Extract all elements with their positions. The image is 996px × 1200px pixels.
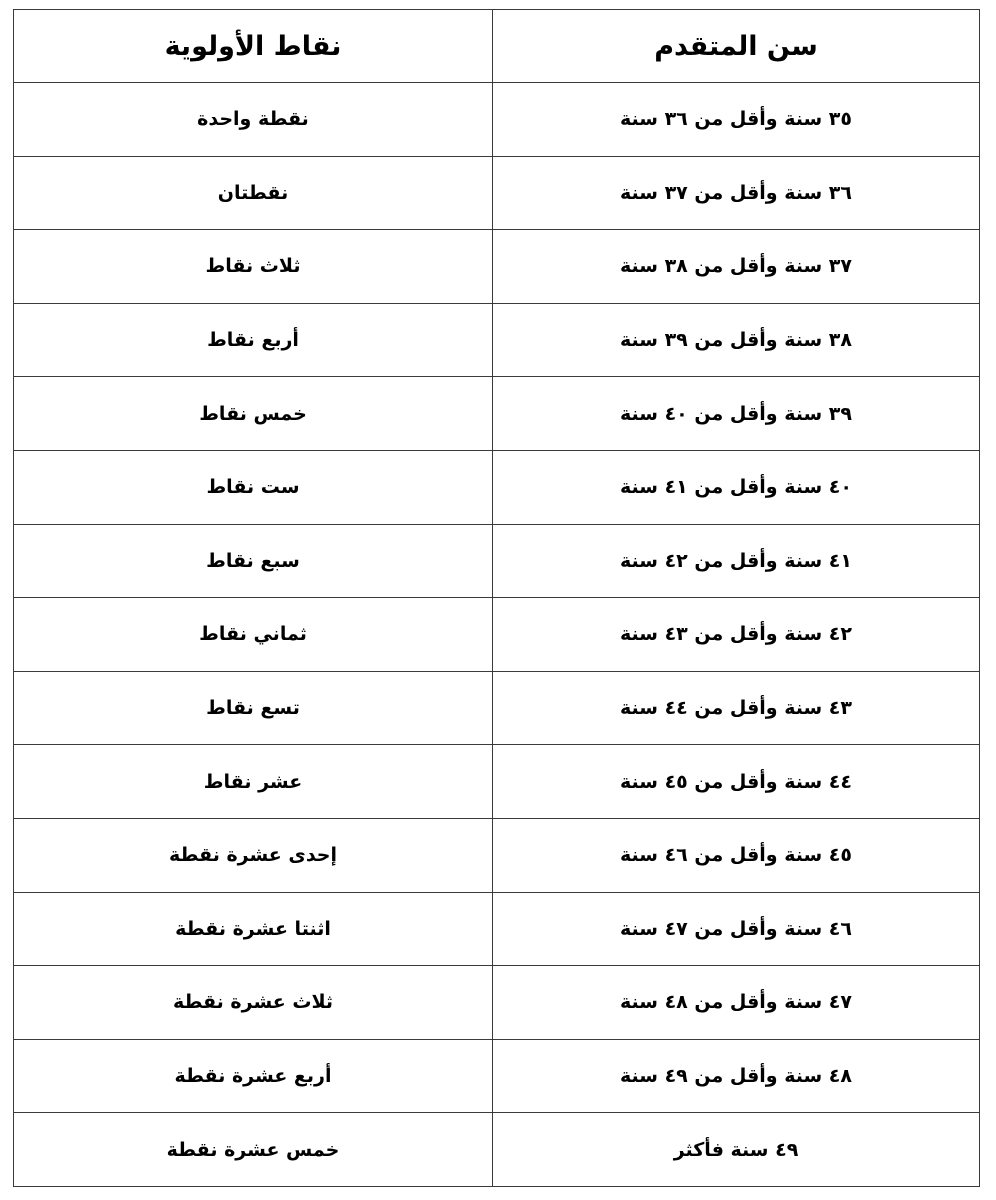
- points-cell: نقطة واحدة: [14, 83, 493, 157]
- age-cell: ٣٦ سنة وأقل من ٣٧ سنة: [493, 156, 980, 230]
- header-applicant-age: سن المتقدم: [493, 10, 980, 83]
- points-cell: نقطتان: [14, 156, 493, 230]
- table-row: [14, 966, 980, 1040]
- age-cell: ٤٩ سنة فأكثر: [493, 1113, 980, 1187]
- table-row: [14, 1113, 980, 1187]
- points-cell: ثماني نقاط: [14, 598, 493, 672]
- age-cell: ٤٠ سنة وأقل من ٤١ سنة: [493, 450, 980, 524]
- table-row: [14, 524, 980, 598]
- age-cell: ٤٣ سنة وأقل من ٤٤ سنة: [493, 671, 980, 745]
- age-cell: ٤٤ سنة وأقل من ٤٥ سنة: [493, 745, 980, 819]
- table-row: [14, 230, 980, 304]
- table-row: [14, 83, 980, 157]
- table-header-row: [14, 10, 980, 83]
- points-cell: ثلاث نقاط: [14, 230, 493, 304]
- points-cell: سبع نقاط: [14, 524, 493, 598]
- age-cell: ٣٥ سنة وأقل من ٣٦ سنة: [493, 83, 980, 157]
- table-row: [14, 377, 980, 451]
- points-cell: ثلاث عشرة نقطة: [14, 966, 493, 1040]
- points-cell: إحدى عشرة نقطة: [14, 818, 493, 892]
- table-row: [14, 818, 980, 892]
- points-cell: أربع عشرة نقطة: [14, 1039, 493, 1113]
- points-cell: خمس نقاط: [14, 377, 493, 451]
- points-cell: تسع نقاط: [14, 671, 493, 745]
- age-cell: ٤١ سنة وأقل من ٤٢ سنة: [493, 524, 980, 598]
- age-cell: ٤٢ سنة وأقل من ٤٣ سنة: [493, 598, 980, 672]
- age-cell: ٤٥ سنة وأقل من ٤٦ سنة: [493, 818, 980, 892]
- table-row: [14, 892, 980, 966]
- priority-points-table: [13, 9, 980, 1187]
- age-cell: ٣٨ سنة وأقل من ٣٩ سنة: [493, 303, 980, 377]
- table-row: [14, 745, 980, 819]
- table-row: [14, 156, 980, 230]
- age-cell: ٣٩ سنة وأقل من ٤٠ سنة: [493, 377, 980, 451]
- points-cell: اثنتا عشرة نقطة: [14, 892, 493, 966]
- table-row: [14, 303, 980, 377]
- header-priority-points: نقاط الأولوية: [14, 10, 493, 83]
- age-cell: ٤٨ سنة وأقل من ٤٩ سنة: [493, 1039, 980, 1113]
- table-row: [14, 1039, 980, 1113]
- age-cell: ٤٧ سنة وأقل من ٤٨ سنة: [493, 966, 980, 1040]
- age-cell: ٣٧ سنة وأقل من ٣٨ سنة: [493, 230, 980, 304]
- table-row: [14, 598, 980, 672]
- age-cell: ٤٦ سنة وأقل من ٤٧ سنة: [493, 892, 980, 966]
- table-row: [14, 450, 980, 524]
- table-row: [14, 671, 980, 745]
- points-cell: ست نقاط: [14, 450, 493, 524]
- points-cell: خمس عشرة نقطة: [14, 1113, 493, 1187]
- points-cell: أربع نقاط: [14, 303, 493, 377]
- points-cell: عشر نقاط: [14, 745, 493, 819]
